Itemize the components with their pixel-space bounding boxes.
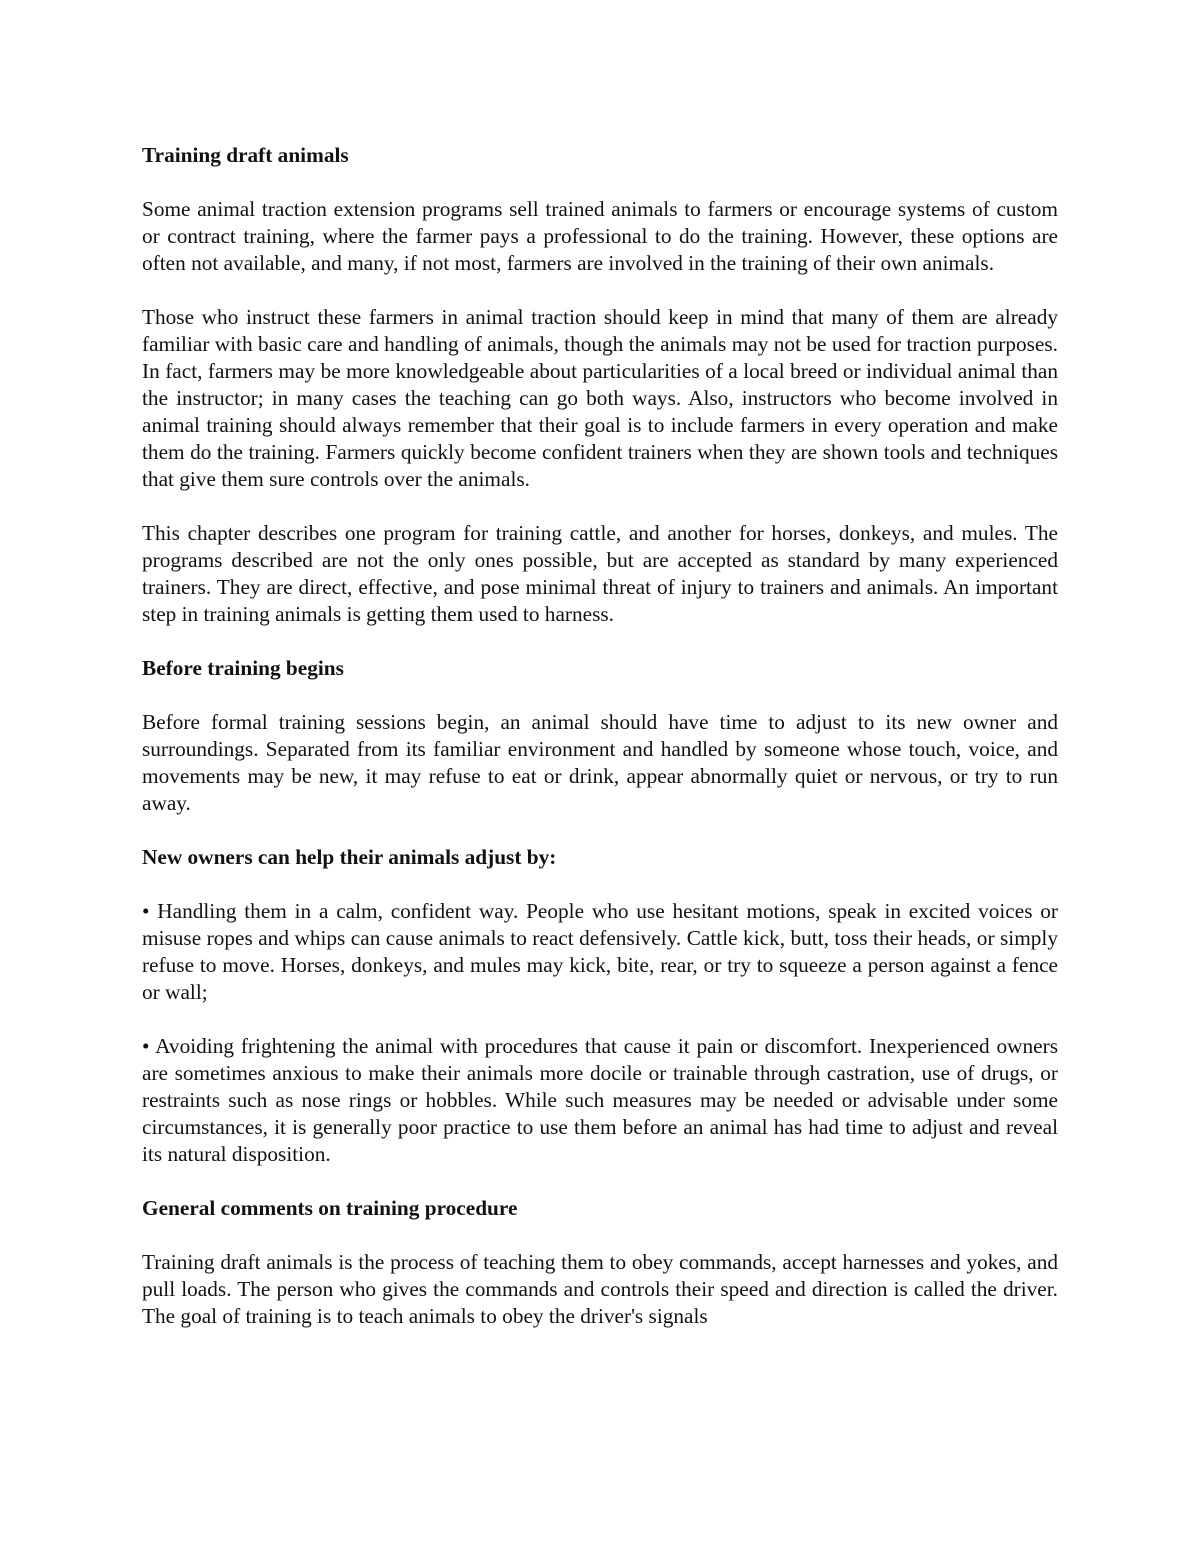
heading-before-training-begins: Before training begins (142, 656, 344, 680)
document-page (142, 142, 1058, 1330)
heading-training-draft-animals: Training draft animals (142, 143, 349, 167)
paragraph-adjustment-period: Before formal training sessions begin, an animal should have time to adjust to its new owner and surroundings. Separated from its familiar environment and handled by someone whose touch, voice, and movements may be new, it may refuse to eat or drink, appear abnormally quiet or nervous, or try to run away. (142, 710, 1058, 815)
paragraph-training-definition: Training draft animals is the process of teaching them to obey commands, accept harnesses and yokes, and pull loads. The person who gives the commands and controls their speed and direction is called the driver. The goal of training is to teach animals to obey the driver's signals (142, 1250, 1058, 1328)
paragraph-instructors: Those who instruct these farmers in animal traction should keep in mind that many of them are already familiar with basic care and handling of animals, though the animals may not be used for traction purposes. In fact, farmers may be more knowledgeable about particularities of a local breed or individual animal than the instructor; in many cases the teaching can go both ways. Also, instructors who become involved in animal training should always remember that their goal is to include farmers in every operation and make them do the training. Farmers quickly become confident trainers when they are shown tools and techniques that give them sure controls over the animals. (142, 305, 1058, 491)
paragraph-chapter-overview: This chapter describes one program for training cattle, and another for horses, donkeys, and mules. The programs described are not the only ones possible, but are accepted as standard by many experienced trainers. They are direct, effective, and pose minimal threat of injury to trainers and animals. An important step in training animals is getting them used to harness. (142, 521, 1058, 626)
bullet-handling-calmly: • Handling them in a calm, confident way. People who use hesitant motions, speak in excited voices or misuse ropes and whips can cause animals to react defensively. Cattle kick, butt, toss their heads, or simply refuse to move. Horses, donkeys, and mules may kick, bite, rear, or try to squeeze a person against a fence or wall; (142, 899, 1058, 1004)
heading-new-owners: New owners can help their animals adjust by: (142, 845, 557, 869)
bullet-avoid-frightening: • Avoiding frightening the animal with procedures that cause it pain or discomfort. Inexperienced owners are sometimes anxious to make their animals more docile or trainable through castration, use of drugs, or restraints such as nose rings or hobbles. While such measures may be needed or advisable under some circumstances, it is generally poor practice to use them before an animal has had time to adjust and reveal its natural disposition. (142, 1034, 1058, 1166)
paragraph-extension-programs: Some animal traction extension programs sell trained animals to farmers or encourage systems of custom or contract training, where the farmer pays a professional to do the training. However, these options are often not available, and many, if not most, farmers are involved in the training of their own animals. (142, 197, 1058, 275)
heading-general-comments: General comments on training procedure (142, 1196, 518, 1220)
